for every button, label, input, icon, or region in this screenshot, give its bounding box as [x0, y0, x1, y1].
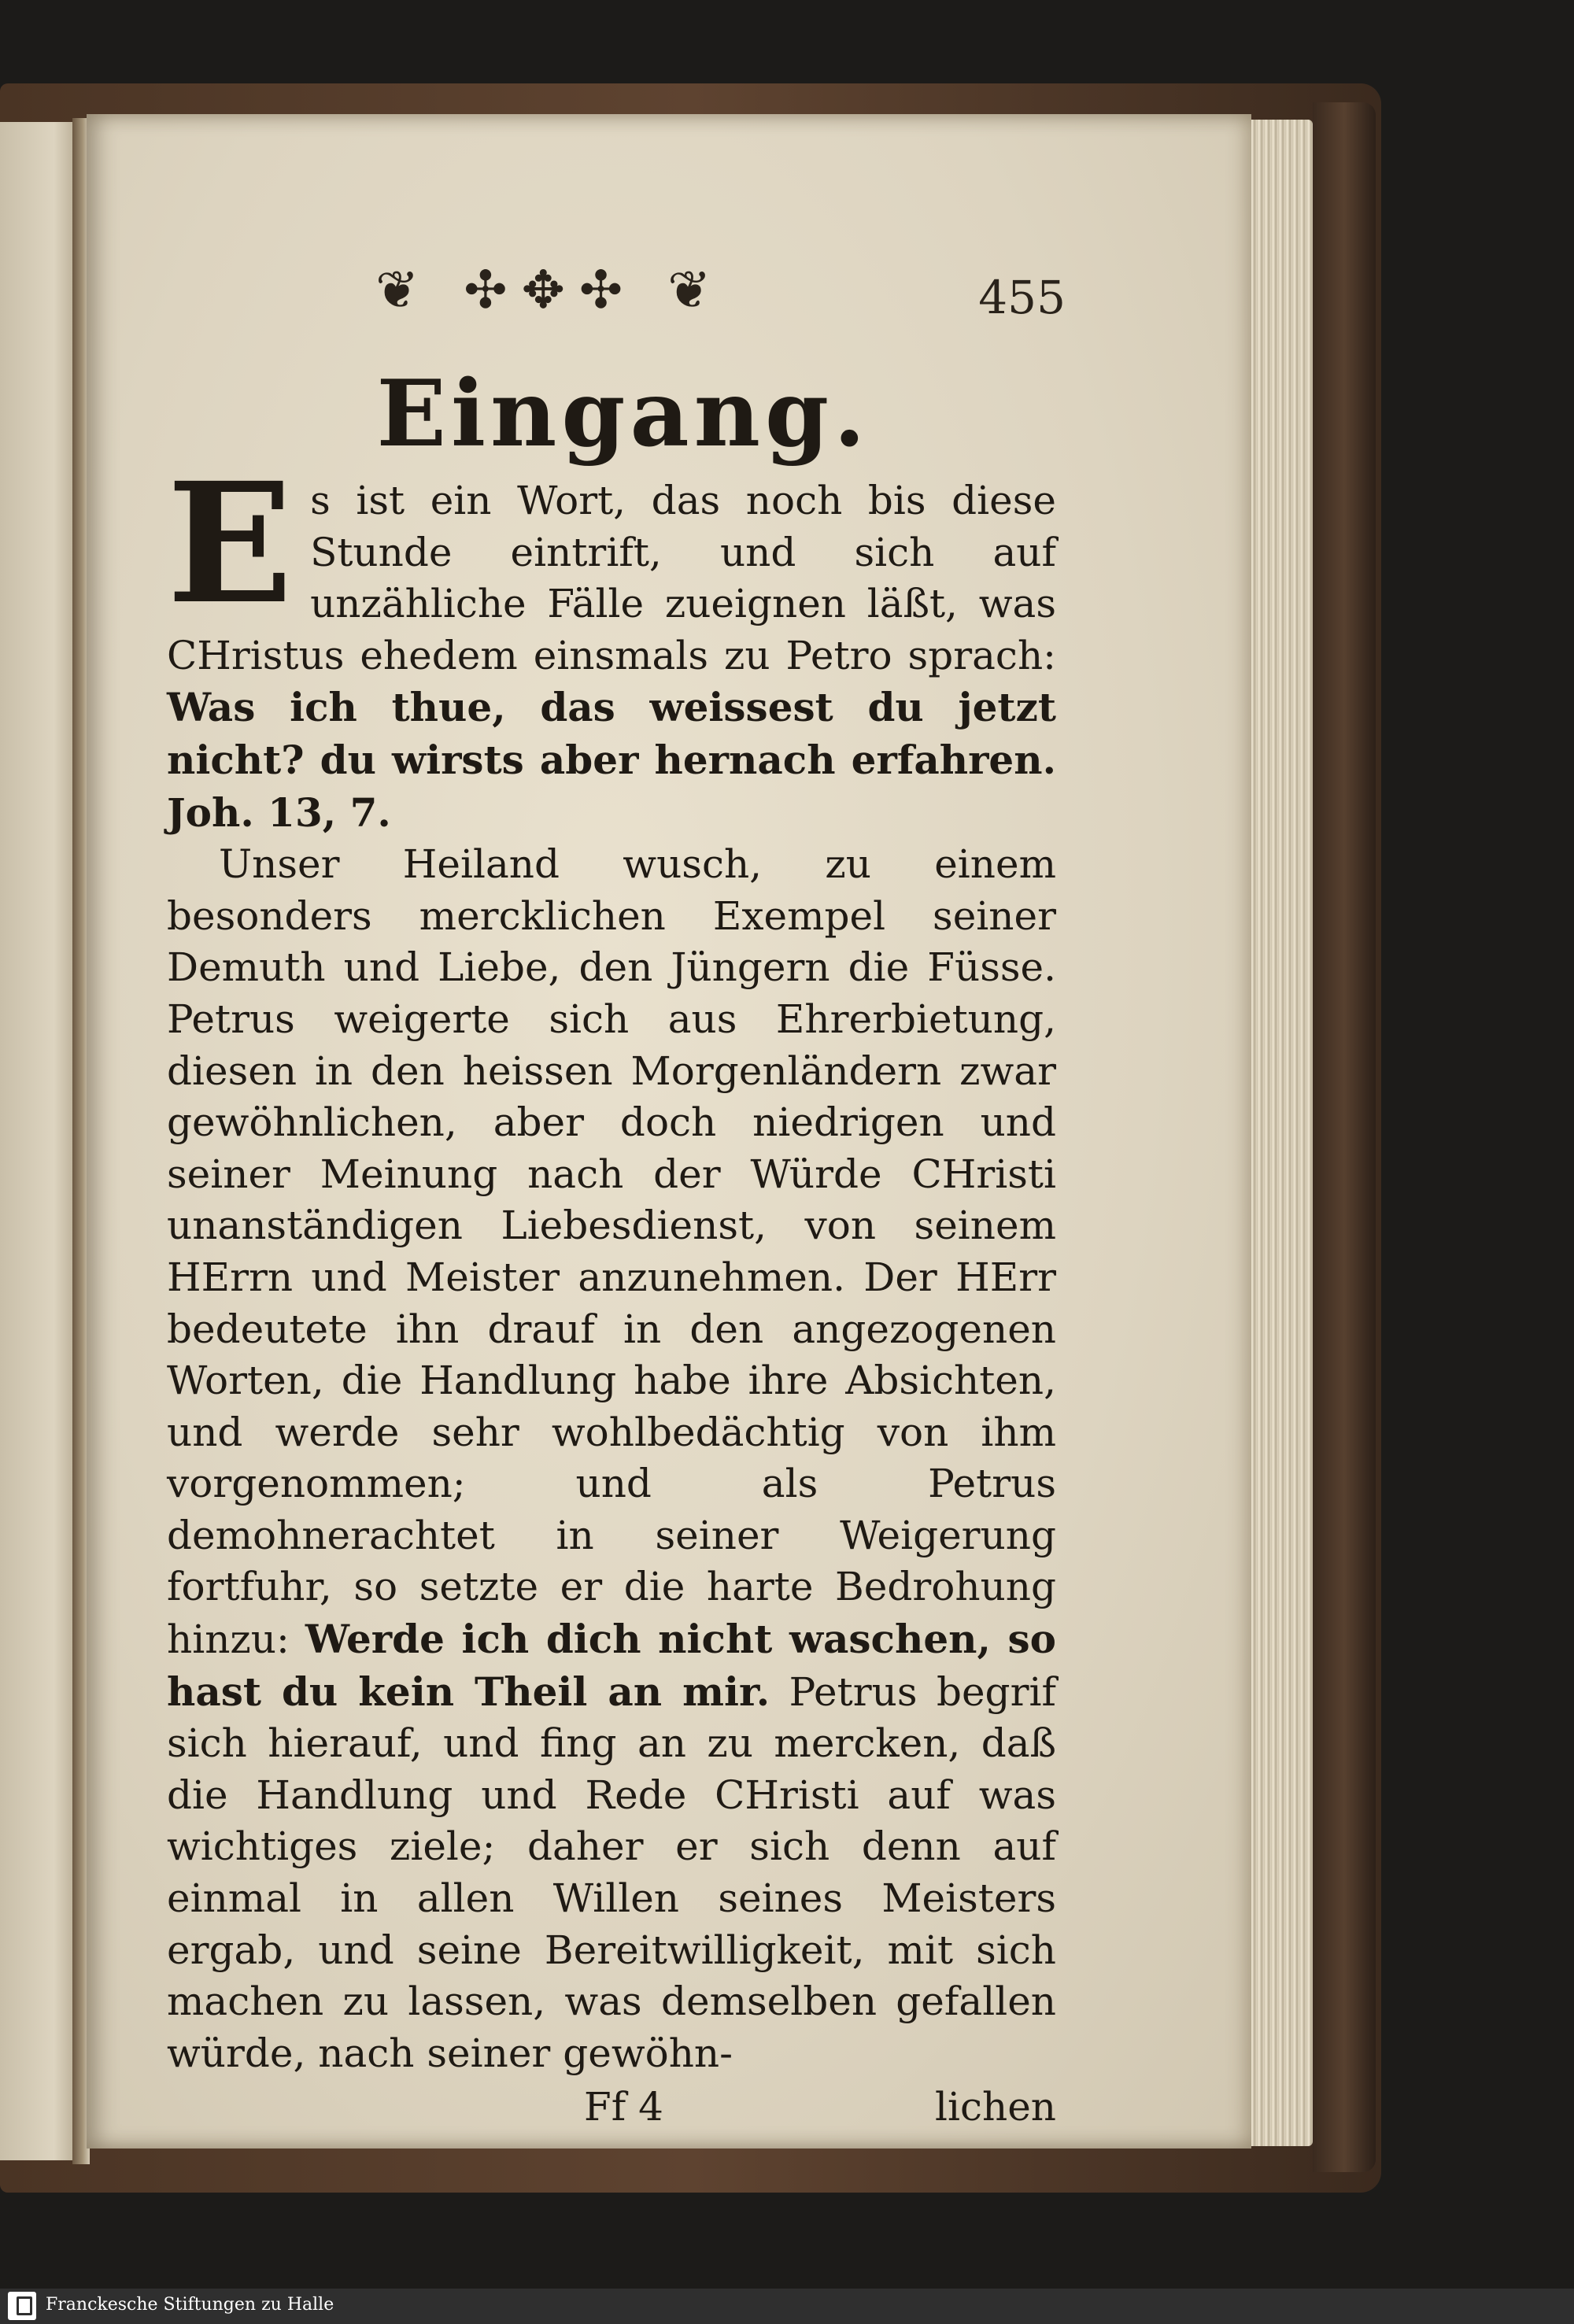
paragraph-2-text-a: Unser Heiland wusch, zu einem besonders mercklichen Exempel seiner Demuth und Liebe, den Jüngern die Füsse. Petrus weigerte sich aus Ehrerbietung, diesen in den heissen Morgenländern zwar gewöhnlichen, aber doch niedrigen und seiner Meinung nach der Würde CHristi unanständigen Liebesdienst, von seinem HErrn und Meister anzunehmen. Der HErr bedeutete ihn drauf in den angezogenen Worten, die Handlung habe ihre Absichten, und werde sehr wohlbedächtig von ihm vorgenommen; und als Petrus demohnerachtet in seiner Weigerung fortfuhr, so setzte er die harte Bedrohung hinzu: — [167, 841, 1056, 1663]
previous-page-edge — [0, 122, 77, 2160]
institution-footer-bar — [0, 2289, 1574, 2324]
section-title: Eingang. — [376, 360, 870, 467]
scripture-reference: Joh. 13, 7. — [167, 789, 391, 836]
page-footer-line — [167, 2084, 1056, 2139]
page-block-edges — [1250, 120, 1313, 2146]
cover-board-edge — [1313, 102, 1376, 2172]
catchword: lichen — [935, 2084, 1056, 2130]
page-number: 455 — [978, 271, 1066, 324]
paragraph-2 — [167, 839, 1056, 2079]
paragraph-2-text-b: Petrus begrif sich hierauf, und fing an zu mercken, daß die Handlung und Rede CHristi auf was wichtiges ziele; daher er sich denn auf einmal in allen Willen seines Meisters ergab, und seine Bereitwilligkeit, mit sich machen zu lassen, was demselben gefallen würde, nach seiner gewöhn- — [167, 1668, 1056, 2076]
paragraph-1 — [167, 446, 1056, 839]
institution-name: Franckesche Stiftungen zu Halle — [46, 2295, 334, 2315]
scripture-quote-2: Werde ich dich nicht waschen, so hast du kein Theil an mir. — [167, 1616, 1056, 1715]
page-text-block — [167, 260, 1066, 2139]
signature-mark: Ff 4 — [584, 2084, 663, 2130]
header-ornament: ❦ ✣✥✣ ❦ — [375, 260, 726, 320]
paragraph-1-text: s ist ein Wort, das noch bis diese Stunde eintrift, und sich auf unzähliche Fälle zueignen läßt, was CHristus ehedem einsmals zu Petro sprach: — [167, 478, 1056, 678]
scripture-quote: Was ich thue, das weissest du jetzt nicht? du wirsts aber hernach erfahren. — [167, 684, 1056, 783]
institution-logo-icon — [8, 2292, 36, 2320]
drop-cap-initial: E — [167, 446, 294, 641]
running-header — [167, 260, 1066, 346]
